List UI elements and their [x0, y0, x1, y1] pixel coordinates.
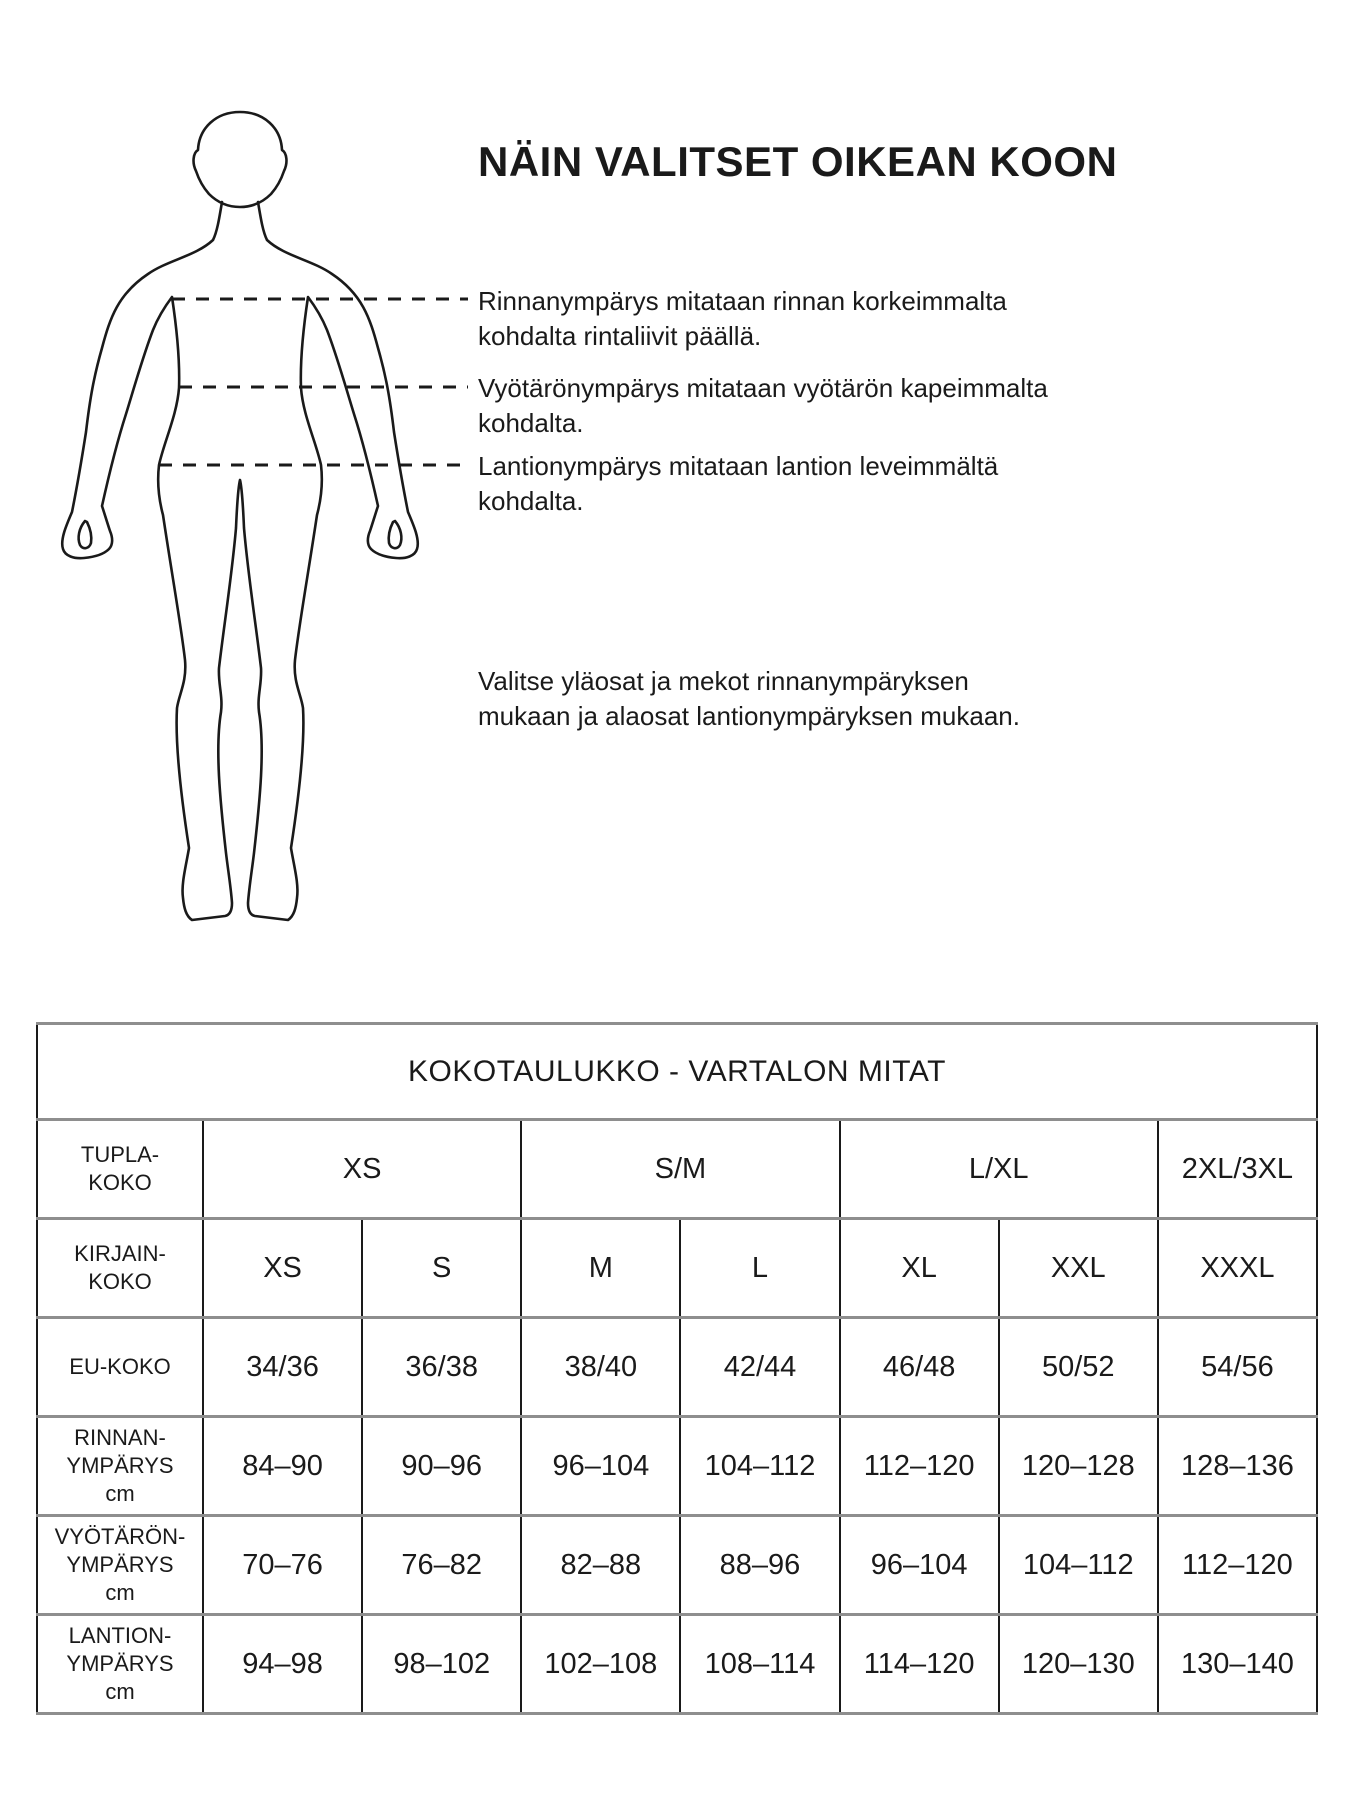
size-cell: XXL: [999, 1219, 1158, 1318]
waist-measure-label-line2: YMPÄRYS: [66, 1552, 174, 1577]
instruction-waist-line1: Vyötärönympärys mitataan vyötärön kapeimmalta: [478, 373, 1048, 403]
size-cell: 76–82: [362, 1516, 521, 1615]
size-table-title-row: [37, 1024, 1317, 1120]
size-cell: S: [362, 1219, 521, 1318]
instruction-waist: [478, 371, 1048, 441]
hip-measure-label-line2: YMPÄRYS: [66, 1651, 174, 1676]
letter-size-label-line2: KOKO: [88, 1269, 152, 1294]
size-cell: 98–102: [362, 1615, 521, 1714]
size-cell: 96–104: [521, 1417, 680, 1516]
size-cell: L/XL: [840, 1120, 1158, 1219]
chest-measure-label: [37, 1417, 203, 1516]
chest-measure-row: [37, 1417, 1317, 1516]
waist-measure-label-line1: VYÖTÄRÖN-: [54, 1524, 186, 1549]
size-table: [36, 1022, 1318, 1715]
right-thumb-line: [389, 521, 402, 548]
size-cell: 46/48: [840, 1318, 999, 1417]
instruction-hips-line2: kohdalta.: [478, 486, 584, 516]
waist-measure-row: [37, 1516, 1317, 1615]
size-cell: 112–120: [840, 1417, 999, 1516]
size-cell: 84–90: [203, 1417, 362, 1516]
selection-note: [478, 664, 1020, 734]
selection-note-line2: mukaan ja alaosat lantionympäryksen mukaan.: [478, 701, 1020, 731]
letter-size-label: [37, 1219, 203, 1318]
body-outline: [62, 202, 418, 920]
selection-note-line1: Valitse yläosat ja mekot rinnanympäryksen: [478, 666, 969, 696]
head-outline: [194, 112, 287, 207]
size-cell: 36/38: [362, 1318, 521, 1417]
size-table-title: KOKOTAULUKKO - VARTALON MITAT: [37, 1024, 1317, 1120]
instruction-hips: [478, 449, 998, 519]
size-cell: XS: [203, 1219, 362, 1318]
size-cell: 82–88: [521, 1516, 680, 1615]
size-cell: 108–114: [680, 1615, 839, 1714]
hip-measure-label-line1: LANTION-: [68, 1623, 172, 1648]
size-cell: 130–140: [1158, 1615, 1317, 1714]
size-cell: 94–98: [203, 1615, 362, 1714]
hip-measure-label: [37, 1615, 203, 1714]
size-cell: 2XL/3XL: [1158, 1120, 1317, 1219]
size-cell: L: [680, 1219, 839, 1318]
letter-size-label-line1: KIRJAIN-: [74, 1241, 166, 1266]
double-size-label-line1: TUPLA-: [80, 1142, 160, 1167]
eu-size-label: [37, 1318, 203, 1417]
letter-size-row: [37, 1219, 1317, 1318]
instruction-chest-line2: kohdalta rintaliivit päällä.: [478, 321, 762, 351]
size-cell: 42/44: [680, 1318, 839, 1417]
instruction-hips-line1: Lantionympärys mitataan lantion leveimmältä: [478, 451, 999, 481]
double-size-label-line2: KOKO: [88, 1170, 152, 1195]
instruction-chest: [478, 284, 1007, 354]
size-cell: 104–112: [999, 1516, 1158, 1615]
size-cell: 54/56: [1158, 1318, 1317, 1417]
size-cell: S/M: [521, 1120, 839, 1219]
size-cell: 120–130: [999, 1615, 1158, 1714]
left-thumb-line: [79, 521, 92, 548]
size-cell: XS: [203, 1120, 521, 1219]
size-cell: 120–128: [999, 1417, 1158, 1516]
eu-size-label-line1: EU-KOKO: [69, 1354, 171, 1379]
size-cell: 112–120: [1158, 1516, 1317, 1615]
size-cell: 50/52: [999, 1318, 1158, 1417]
size-cell: 88–96: [680, 1516, 839, 1615]
chest-measure-label-line3: cm: [105, 1481, 135, 1506]
hip-measure-label-line3: cm: [105, 1679, 135, 1704]
instruction-waist-line2: kohdalta.: [478, 408, 584, 438]
size-cell: 96–104: [840, 1516, 999, 1615]
chest-measure-label-line2: YMPÄRYS: [66, 1453, 174, 1478]
size-cell: 104–112: [680, 1417, 839, 1516]
size-cell: XL: [840, 1219, 999, 1318]
size-cell: 70–76: [203, 1516, 362, 1615]
waist-measure-label-line3: cm: [105, 1580, 135, 1605]
double-size-label: [37, 1120, 203, 1219]
size-cell: 102–108: [521, 1615, 680, 1714]
waist-measure-label: [37, 1516, 203, 1615]
size-cell: 114–120: [840, 1615, 999, 1714]
hip-measure-row: [37, 1615, 1317, 1714]
size-cell: M: [521, 1219, 680, 1318]
page-title: NÄIN VALITSET OIKEAN KOON: [478, 138, 1118, 185]
size-cell: XXXL: [1158, 1219, 1317, 1318]
size-cell: 38/40: [521, 1318, 680, 1417]
instruction-chest-line1: Rinnanympärys mitataan rinnan korkeimmalta: [478, 286, 1007, 316]
size-cell: 34/36: [203, 1318, 362, 1417]
size-cell: 128–136: [1158, 1417, 1317, 1516]
size-cell: 90–96: [362, 1417, 521, 1516]
double-size-row: [37, 1120, 1317, 1219]
chest-measure-label-line1: RINNAN-: [74, 1425, 166, 1450]
eu-size-row: [37, 1318, 1317, 1417]
